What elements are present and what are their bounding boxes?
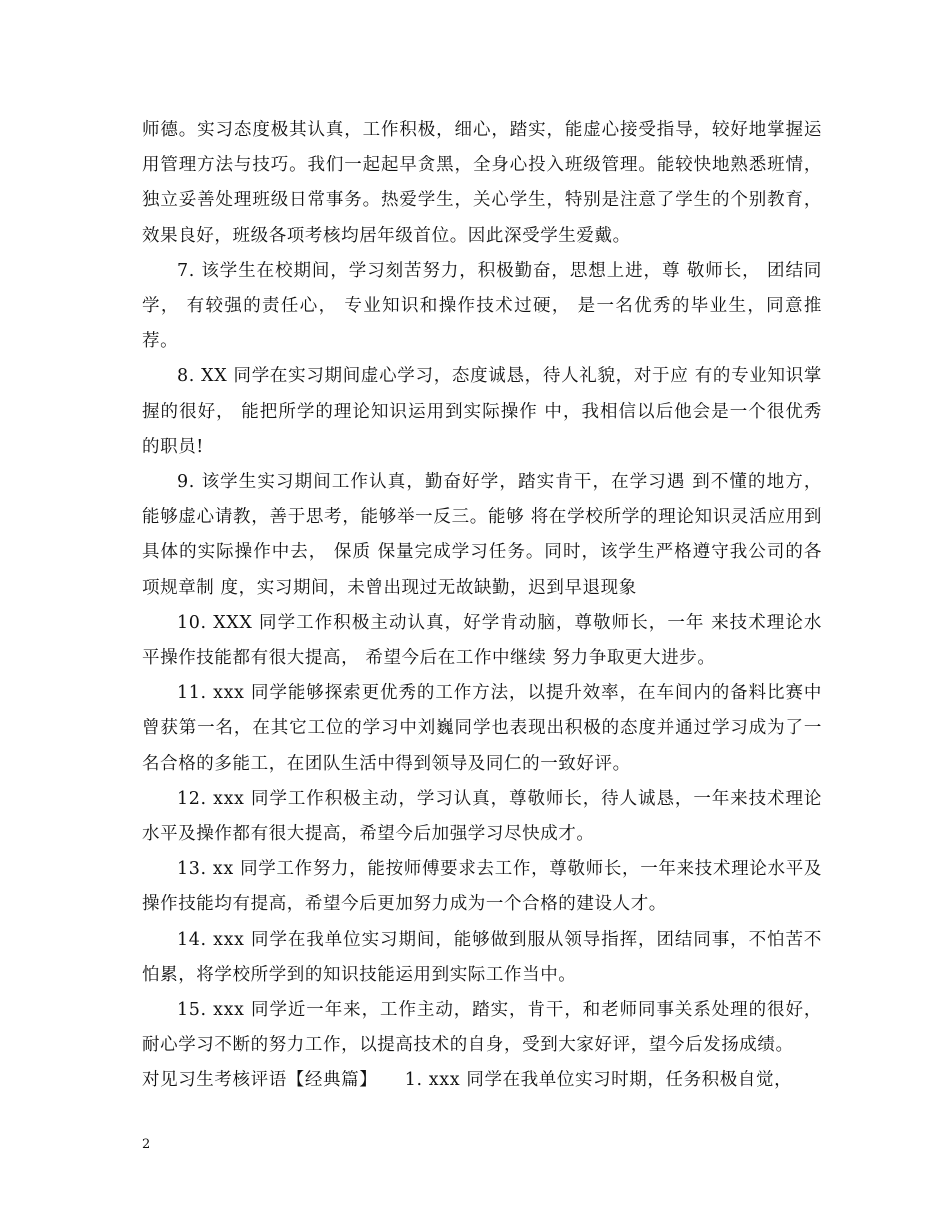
paragraph-item-15: 15. xxx 同学近一年来，工作主动，踏实，肯干，和老师同事关系处理的很好，耐心学习不断的努力工作，以提高技术的自身，受到大家好评，望今后发扬成绩。 <box>142 1000 822 1056</box>
paragraph-item-14: 14. xxx 同学在我单位实习期间，能够做到服从领导指挥，团结同事，不怕苦不怕累，将学校所学到的知识技能运用到实际工作当中。 <box>142 929 822 985</box>
paragraph-continued: 师德。实习态度极其认真，工作积极，细心，踏实，能虚心接受指导，较好地掌握运用管理方法与技巧。我们一起起早贪黑，全身心投入班级管理。能较快地熟悉班情，独立妥善处理班级日常事务。热爱学生，关心学生，特别是注意了学生的个别教育，效果良好，班级各项考核均居年级首位。因此深受学生爱戴。 <box>142 120 822 246</box>
document-body <box>142 113 822 1099</box>
paragraph-item-12: 12. xxx 同学工作积极主动，学习认真，尊敬师长，待人诚恳，一年来技术理论水平及操作都有很大提高，希望今后加强学习尽快成才。 <box>142 788 822 845</box>
paragraph-item-10: 10. XXX 同学工作积极主动认真，好学肯动脑，尊敬师长，一年 来技术理论水平操作技能都有很大提高， 希望今后在工作中继续 努力争取更大进步。 <box>142 612 822 669</box>
paragraph-item-8: 8. XX 同学在实习期间虚心学习，态度诚恳，待人礼貌，对于应 有的专业知识掌握的很好， 能把所学的理论知识运用到实际操作 中，我相信以后他会是一个很优秀的职员! <box>142 366 822 457</box>
paragraph-item-13: 13. xx 同学工作努力，能按师傅要求去工作，尊敬师长，一年来技术理论水平及操作技能均有提高，希望今后更加努力成为一个合格的建设人才。 <box>142 859 822 915</box>
paragraph-item-7: 7. 该学生在校期间，学习刻苦努力，积极勤奋，思想上进，尊 敬师长， 团结同学， 有较强的责任心， 专业知识和操作技术过硬， 是一名优秀的毕业生，同意推荐。 <box>142 260 822 352</box>
paragraph-item-11: 11. xxx 同学能够探索更优秀的工作方法，以提升效率，在车间内的备料比赛中曾获第一名，在其它工位的学习中刘巍同学也表现出积极的态度并通过学习成为了一名合格的多能工，在团队生活中得到领导及同仁的一致好评。 <box>142 683 822 774</box>
section-heading-line: 对见习生考核评语【经典篇】 1. xxx 同学在我单位实习时期，任务积极自觉， <box>142 1070 793 1091</box>
paragraph-item-9: 9. 该学生实习期间工作认真，勤奋好学，踏实肯干，在学习遇 到不懂的地方，能够虚心请教，善于思考，能够举一反三。能够 将在学校所学的理论知识灵活应用到具体的实际操作中去， 保质 保量完成学习任务。同时，该学生严格遵守我公司的各项规章制 度，实习期间，未曾出现过无故缺勤，迟到早退现象 <box>142 472 822 598</box>
page-number: 2 <box>142 1137 151 1152</box>
